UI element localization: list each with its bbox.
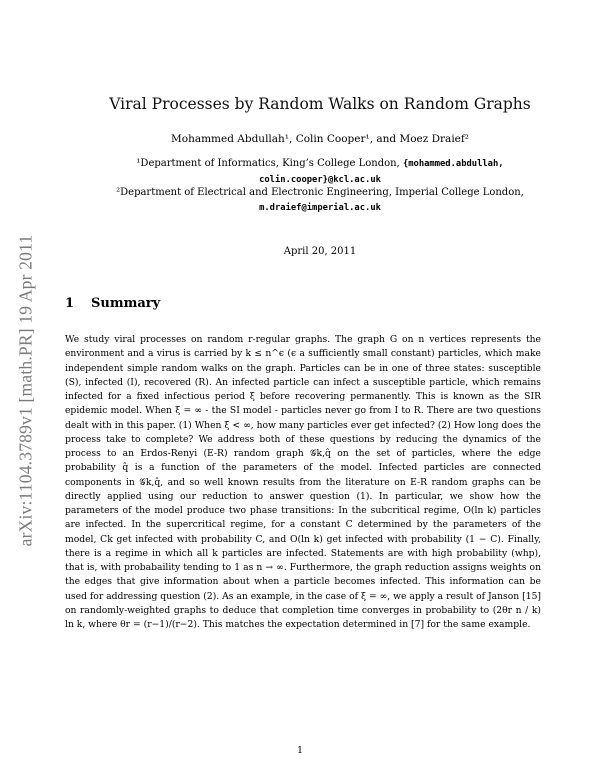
section-number: 1 (65, 296, 75, 311)
section-title: Summary (91, 296, 161, 311)
paper-title: Viral Processes by Random Walks on Random Graphs (109, 95, 531, 113)
arxiv-stamp-text: arXiv:1104.3789v1 [math.PR] 19 Apr 2011 (15, 234, 36, 546)
author-list: Mohammed Abdullah¹, Colin Cooper¹, and Moez Draief² (171, 133, 469, 145)
affiliation-1 (80, 156, 560, 188)
affiliation-2-email: m.draief@imperial.ac.uk (259, 203, 381, 213)
affiliation-2 (80, 185, 560, 216)
affiliation-1-email-part2: colin.cooper}@kcl.ac.uk (259, 175, 381, 185)
arxiv-stamp (10, 180, 42, 600)
page-number: 1 (296, 745, 304, 756)
affiliation-2-dept: ²Department of Electrical and Electronic Engineering, Imperial College London, (116, 187, 524, 198)
affiliation-1-dept: ¹Department of Informatics, King’s College London, (136, 158, 400, 169)
affiliation-1-email-part1: {mohammed.abdullah, (402, 159, 504, 169)
summary-paragraph: We study viral processes on random r-regular graphs. The graph G on n vertices represents the environment and a virus is carried by k ≤ n^ϵ (ϵ a sufficiently small constant) particles, which make independent simple random walks on the graph. Particles can be in one of three states: susceptible (S), infected (I), recovered (R). An infected particle can infect a susceptible particle, which remains infected for a fixed infectious period ξ before recovering permanently. This is known as the SIR epidemic model. When ξ = ∞ - the SI model - particles never go from I to R. There are two questions dealt with in this paper. (1) When ξ < ∞, how many particles ever get infected? (2) How long does the process take to complete? We address both of these questions by reducing the dynamics of the process to an Erdos-Renyi (E-R) random graph 𝒢k,q̂ on the set of particles, where the edge probability q̂ is a function of the parameters of the model. Infected particles are connected components in 𝒢k,q̂, and so well known results from the literature on E-R random graphs can be directly applied using our reduction to answer question (1). In particular, we show how the parameters of the model produce two phase transitions: In the subcritical regime, O(ln k) particles are infected. In the supercritical regime, for a constant C determined by the parameters of the model, Ck get infected with probability C, and O(ln k) get infected with probability (1 − C). Finally, there is a regime in which all k particles are infected. Statements are with high probability (whp), that is, with probabaility tending to 1 as n → ∞. Furthermore, the graph reduction assigns weights on the edges that give information about when a particle becomes infected. This information can be used for addressing question (2). As an example, in the case of ξ = ∞, we apply a result of Janson [15] on randomly-weighted graphs to deduce that completion time converges in probability to (2θr n / k) ln k, where θr = (r−1)/(r−2). This matches the expectation determined in [7] for the same example. (65, 334, 541, 630)
paper-date: April 20, 2011 (283, 246, 357, 257)
section-heading (65, 296, 160, 311)
